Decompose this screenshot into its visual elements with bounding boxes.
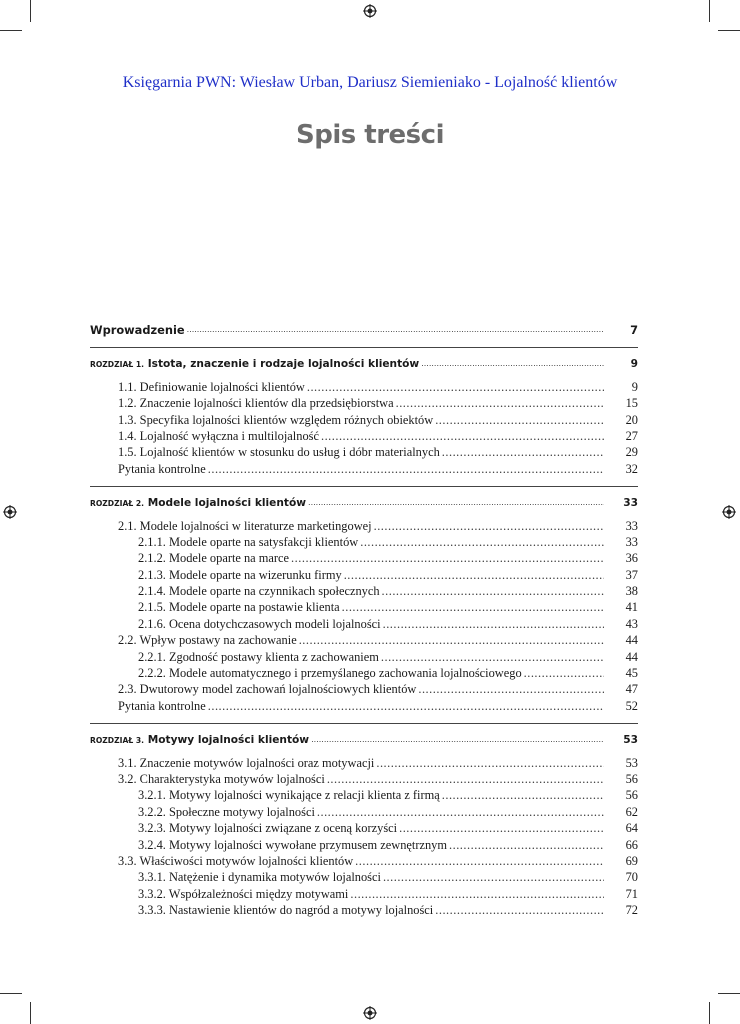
toc-page-number: 15 [625,396,638,411]
toc-entry-label: 2.1.1. Modele oparte na satysfakcji klientów [138,534,359,549]
crop-mark [718,993,740,994]
leader-dots [355,853,604,869]
leader-dots [307,379,604,395]
leader-dots [381,649,604,665]
toc-entry-label: 2.1.5. Modele oparte na postawie klienta [138,600,340,615]
leader-dots [308,495,604,512]
page-title: Spis treści [296,120,444,150]
toc-entry-row[interactable] [90,616,638,632]
toc-entry-label: 3.2.1. Motywy lojalności wynikające z relacji klienta z firmą [138,788,440,803]
toc-page-number: 47 [625,682,638,697]
toc-entry-row[interactable] [90,412,638,428]
toc-page-number: 44 [625,649,638,664]
toc-entry-row[interactable] [90,681,638,697]
toc-entry-label: 3.2.2. Społeczne motywy lojalności [138,804,315,819]
leader-dots [299,632,604,648]
leader-dots [442,444,604,460]
leader-dots [208,461,604,477]
registration-mark-icon [363,1006,377,1020]
toc-entry-row[interactable] [90,395,638,411]
toc-chapter-row[interactable] [90,356,638,372]
toc-entry-label: 3.2.3. Motywy lojalności związane z oceną korzyści [138,821,398,836]
leader-dots [360,534,604,550]
toc-entry-label: 3.3.1. Natężenie i dynamika motywów lojalności [138,870,381,885]
leader-dots [187,322,604,338]
leader-dots [396,395,604,411]
toc-page-number: 7 [630,323,638,337]
toc-page-number: 44 [625,633,638,648]
toc-entry-label: 2.1.3. Modele oparte na wizerunku firmy [138,567,342,582]
toc-entry-label: 1.2. Znaczenie lojalności klientów dla przedsiębiorstwa [118,396,394,411]
toc-entry-row[interactable] [90,379,638,395]
leader-dots [399,820,604,836]
toc-entry-row[interactable] [90,804,638,820]
toc-page-number: 29 [625,445,638,460]
toc-page-number: 71 [625,886,638,901]
crop-mark [709,0,710,22]
crop-mark [718,30,740,31]
chapter-prefix: ROZDZIAŁ 2. [90,499,145,509]
leader-dots [291,550,604,566]
leader-dots [382,583,604,599]
toc-page-number: 38 [625,584,638,599]
chapter-title: Motywy lojalności klientów [147,734,310,747]
chapter-prefix: ROZDZIAŁ 1. [90,360,145,370]
toc-page-number: 41 [625,600,638,615]
chapter-title: Modele lojalności klientów [147,497,307,510]
toc-entry-label: 2.1.6. Ocena dotychczasowych modeli lojalności [138,616,381,631]
table-of-contents [90,322,638,919]
crop-mark [709,1002,710,1024]
toc-page-number: 72 [625,903,638,918]
toc-entry-row[interactable] [90,599,638,615]
toc-entry-row[interactable] [90,869,638,885]
registration-mark-icon [722,505,736,519]
leader-dots [317,804,604,820]
toc-entry-row[interactable] [90,771,638,787]
leader-dots [327,771,604,787]
toc-entry-row[interactable] [90,820,638,836]
chapter-prefix: ROZDZIAŁ 3. [90,736,145,746]
toc-entry-row[interactable] [90,583,638,599]
toc-entry-label: 2.2.1. Zgodność postawy klienta z zachowaniem [138,649,379,664]
toc-chapter-row[interactable] [90,495,638,511]
toc-entry-label: 2.1.2. Modele oparte na marce [138,551,290,566]
header-link[interactable]: Księgarnia PWN: Wiesław Urban, Dariusz Siemieniako - Lojalność klientów [122,74,618,91]
toc-page-number: 33 [623,497,638,510]
toc-chapter-row[interactable] [90,732,638,748]
leader-dots [383,616,604,632]
toc-entry-row[interactable] [90,518,638,534]
toc-entry-row[interactable] [90,902,638,918]
toc-page-number: 56 [625,788,638,803]
toc-entry-row[interactable] [90,632,638,648]
leader-dots [449,837,604,853]
registration-mark-icon [3,505,17,519]
toc-entry-row[interactable] [90,461,638,477]
leader-dots [418,681,604,697]
toc-page-number: 56 [625,771,638,786]
leader-dots [442,787,604,803]
toc-entry-label: 3.2.4. Motywy lojalności wywołane przymusem zewnętrznym [138,837,448,852]
leader-dots [421,356,604,373]
toc-entry-row[interactable] [90,755,638,771]
chapter-title: Istota, znaczenie i rodzaje lojalności klientów [147,358,420,371]
toc-page-number: 69 [625,853,638,868]
leader-dots [321,428,604,444]
toc-page-number: 45 [625,666,638,681]
toc-entry-label: 2.2. Wpływ postawy na zachowanie [118,633,297,648]
leader-dots [350,886,604,902]
toc-entry-label: 1.3. Specyfika lojalności klientów względem różnych obiektów [118,412,434,427]
toc-page-number: 9 [631,379,638,394]
registration-mark-icon [363,4,377,18]
toc-entry-label: 1.5. Lojalność klientów w stosunku do usług i dóbr materialnych [118,445,440,460]
toc-page-number: 62 [625,804,638,819]
toc-page-number: 64 [625,821,638,836]
crop-mark [30,0,31,22]
toc-page-number: 33 [625,534,638,549]
toc-page-number: 70 [625,870,638,885]
toc-entry-row[interactable] [90,665,638,681]
toc-entry-label: 2.1. Modele lojalności w literaturze marketingowej [118,518,372,533]
leader-dots [208,698,604,714]
toc-entry-label: Pytania kontrolne [118,698,206,713]
toc-page-number: 53 [623,734,638,747]
toc-entry-label: 1.1. Definiowanie lojalności klientów [118,379,305,394]
toc-entry-row[interactable] [90,886,638,902]
toc-entry-label: 2.1.4. Modele oparte na czynnikach społecznych [138,584,380,599]
toc-page-number: 20 [625,412,638,427]
toc-entry-row[interactable] [90,837,638,853]
toc-page-number: 53 [625,755,638,770]
leader-dots [524,665,604,681]
toc-entry-row[interactable] [90,550,638,566]
crop-mark [0,30,22,31]
leader-dots [383,869,604,885]
leader-dots [435,412,604,428]
toc-entry-label: 3.3. Właściwości motywów lojalności klientów [118,853,354,868]
toc-entry-row[interactable] [90,787,638,803]
toc-entry-row[interactable] [90,444,638,460]
toc-intro-row[interactable] [90,322,638,338]
toc-entry-label: 2.2.2. Modele automatycznego i przemyślanego zachowania lojalnościowego [138,666,522,681]
toc-page-number: 66 [625,837,638,852]
toc-intro-label: Wprowadzenie [90,323,185,337]
toc-entry-label: Pytania kontrolne [118,461,206,476]
toc-page-number: 37 [625,567,638,582]
leader-dots [342,599,604,615]
toc-entry-row[interactable] [90,567,638,583]
leader-dots [344,567,604,583]
leader-dots [435,902,604,918]
leader-dots [376,755,604,771]
leader-dots [311,732,604,749]
toc-entry-row[interactable] [90,698,638,714]
crop-mark [30,1002,31,1024]
toc-entry-label: 3.2. Charakterystyka motywów lojalności [118,771,325,786]
toc-page-number: 52 [625,698,638,713]
toc-entry-label: 1.4. Lojalność wyłączna i multilojalność [118,428,319,443]
toc-page-number: 36 [625,551,638,566]
toc-page-number: 43 [625,616,638,631]
toc-entry-row[interactable] [90,534,638,550]
toc-entry-row[interactable] [90,649,638,665]
toc-entry-label: 3.1. Znaczenie motywów lojalności oraz motywacji [118,755,375,770]
toc-entry-row[interactable] [90,853,638,869]
toc-page-number: 9 [630,358,638,371]
toc-page-number: 27 [625,428,638,443]
crop-mark [0,993,22,994]
toc-entry-row[interactable] [90,428,638,444]
leader-dots [374,518,604,534]
toc-page-number: 32 [625,461,638,476]
toc-entry-label: 3.3.2. Współzależności między motywami [138,886,349,901]
toc-page-number: 33 [625,518,638,533]
toc-entry-label: 2.3. Dwutorowy model zachowań lojalnościowych klientów [118,682,417,697]
toc-entry-label: 3.3.3. Nastawienie klientów do nagród a motywy lojalności [138,903,434,918]
